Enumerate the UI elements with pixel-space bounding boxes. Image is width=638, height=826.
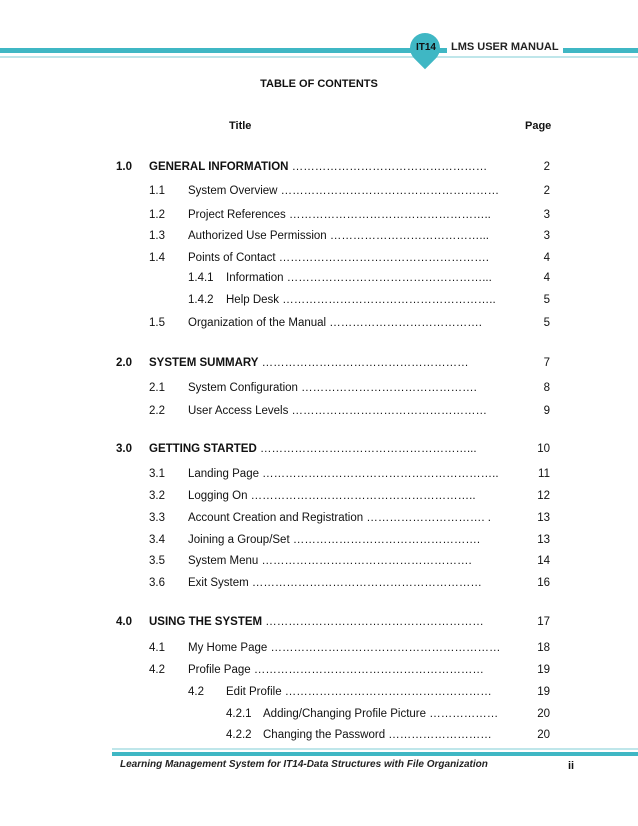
toc-entry-label: GETTING STARTED ………………………………………………... <box>149 443 477 455</box>
toc-entry[interactable] <box>0 183 638 199</box>
toc-entry-page: 7 <box>543 357 550 369</box>
toc-entry-leader: …………………………………………………… <box>250 664 484 676</box>
toc-entry[interactable] <box>0 250 638 266</box>
toc-entry-number: 4.2 <box>149 664 165 676</box>
toc-entry-leader: ………………………………………………… <box>277 185 500 197</box>
toc-entry-number: 1.2 <box>149 209 165 221</box>
toc-entry-leader: ………………………………………………… <box>262 616 484 628</box>
toc-entry-number: 1.1 <box>149 185 165 197</box>
toc-entry-label: System Configuration ………………………………………. <box>188 382 477 394</box>
toc-entry-page: 13 <box>537 534 550 546</box>
toc-entry-leader: ……………………………………………... <box>283 272 492 284</box>
toc-entry[interactable] <box>0 684 638 700</box>
toc-entry-page: 3 <box>543 230 550 242</box>
toc-entry-page: 2 <box>543 161 550 173</box>
toc-entry-page: 9 <box>543 405 550 417</box>
toc-entry-label: System Menu ………………………………………………. <box>188 555 472 567</box>
toc-entry-leader: ……………………… <box>385 729 492 741</box>
toc-entry-number: 4.0 <box>116 616 132 628</box>
toc-entry-page: 10 <box>537 443 550 455</box>
toc-entry-page: 11 <box>538 468 550 480</box>
toc-entry-leader: …………………………………………… <box>288 161 488 173</box>
toc-entry[interactable] <box>0 575 638 591</box>
toc-entry-label: Information ……………………………………………... <box>226 272 492 284</box>
toc-entry-label: Project References …………………………………………….. <box>188 209 491 221</box>
toc-entry[interactable] <box>0 640 638 656</box>
toc-entry-number: 3.2 <box>149 490 165 502</box>
toc-entry-page: 17 <box>537 616 550 628</box>
toc-entry[interactable] <box>0 159 638 175</box>
toc-entry-page: 12 <box>537 490 550 502</box>
toc-entry[interactable] <box>0 315 638 331</box>
toc-entry[interactable] <box>0 488 638 504</box>
toc-entry[interactable] <box>0 403 638 419</box>
column-page-header: Page <box>525 120 552 132</box>
toc-entry-page: 2 <box>543 185 550 197</box>
toc-entry-label: Joining a Group/Set …………………………………………. <box>188 534 481 546</box>
toc-entry-label: Profile Page …………………………………………………… <box>188 664 484 676</box>
toc-entry[interactable] <box>0 727 638 743</box>
toc-entry-leader: …………………………………………… <box>288 405 488 417</box>
toc-entry-label: My Home Page …………………………………………………… <box>188 642 501 654</box>
toc-entry-leader: …………………………………………………….. <box>258 468 499 480</box>
toc-entry[interactable] <box>0 510 638 526</box>
toc-entry-leader: ………………………………………………….. <box>247 490 476 502</box>
toc-entry-number: 1.3 <box>149 230 165 242</box>
toc-entry-leader: ……………………………………………….. <box>279 294 496 306</box>
toc-entry-label: Help Desk ……………………………………………….. <box>226 294 496 306</box>
toc-entry-leader: ……………………………………………… <box>281 686 492 698</box>
toc-entry-page: 13 <box>537 512 550 524</box>
toc-entry-number: 1.0 <box>116 161 132 173</box>
toc-entry-number: 2.1 <box>149 382 165 394</box>
toc-entry-label: Exit System …………………………………………………… <box>188 577 482 589</box>
footer-rule-thin <box>112 748 638 750</box>
toc-entry[interactable] <box>0 228 638 244</box>
toc-entry-leader: …………………………………………………… <box>248 577 482 589</box>
toc-entry-number: 1.5 <box>149 317 165 329</box>
toc-entry-page: 19 <box>537 686 550 698</box>
toc-entry[interactable] <box>0 270 638 286</box>
header-title: LMS USER MANUAL <box>447 41 563 53</box>
toc-entry-leader: …………………………………………………… <box>267 642 501 654</box>
footer-page-number: ii <box>568 760 575 772</box>
toc-entry[interactable] <box>0 662 638 678</box>
toc-entry-number: 3.1 <box>149 468 165 480</box>
toc-entry-label: Account Creation and Registration …………………………. . <box>188 512 491 524</box>
toc-entry[interactable] <box>0 441 638 457</box>
footer-text: Learning Management System for IT14-Data Structures with File Organization <box>120 759 488 770</box>
toc-entry-number: 3.0 <box>116 443 132 455</box>
toc-entry-label: User Access Levels …………………………………………… <box>188 405 488 417</box>
toc-entry-page: 8 <box>543 382 550 394</box>
toc-entry-label: Edit Profile ……………………………………………… <box>226 686 492 698</box>
toc-entry-page: 4 <box>543 252 550 264</box>
toc-entry-leader: ………………………………………………. <box>258 555 472 567</box>
toc-entry-number: 3.6 <box>149 577 165 589</box>
toc-entry[interactable] <box>0 553 638 569</box>
toc-entry-leader: …………………………………………….. <box>285 209 491 221</box>
toc-entry-page: 4 <box>543 272 550 284</box>
toc-entry-page: 19 <box>537 664 550 676</box>
toc-entry[interactable] <box>0 532 638 548</box>
header-rule-thin <box>0 56 638 58</box>
toc-entry-page: 18 <box>537 642 550 654</box>
toc-entry[interactable] <box>0 466 638 482</box>
toc-entry-number: 3.4 <box>149 534 165 546</box>
toc-entry-leader: …………………………………... <box>326 230 489 242</box>
toc-entry-label: Logging On ………………………………………………….. <box>188 490 476 502</box>
toc-entry-leader: …………………………………. <box>326 317 482 329</box>
toc-entry-label: System Overview ………………………………………………… <box>188 185 500 197</box>
toc-entry-leader: ……………… <box>426 708 499 720</box>
toc-entry[interactable] <box>0 614 638 630</box>
toc-entry-label: Points of Contact ………………………………………………. <box>188 252 489 264</box>
toc-entry-number: 4.1 <box>149 642 165 654</box>
toc-entry-number: 4.2 <box>188 686 204 698</box>
footer-rule <box>112 752 638 756</box>
toc-entry-page: 20 <box>537 708 550 720</box>
toc-entry-leader: ………………………………………. <box>297 382 477 394</box>
toc-entry-page: 5 <box>543 294 550 306</box>
toc-entry-number: 3.5 <box>149 555 165 567</box>
toc-entry-label: Adding/Changing Profile Picture ……………… <box>263 708 499 720</box>
toc-entry[interactable] <box>0 355 638 371</box>
toc-entry-leader: ………………………………………………. <box>275 252 489 264</box>
toc-entry-number: 4.2.1 <box>226 708 252 720</box>
toc-entry-page: 3 <box>543 209 550 221</box>
toc-entry-number: 2.2 <box>149 405 165 417</box>
column-title-header: Title <box>229 120 252 132</box>
toc-entry-label: Changing the Password ……………………… <box>263 729 492 741</box>
toc-entry-label: Landing Page …………………………………………………….. <box>188 468 499 480</box>
toc-entry-label: USING THE SYSTEM ………………………………………………… <box>149 616 484 628</box>
toc-entry-number: 1.4.2 <box>188 294 214 306</box>
toc-entry-label: GENERAL INFORMATION …………………………………………… <box>149 161 488 173</box>
header-badge: IT14 <box>415 42 436 53</box>
toc-entry-page: 16 <box>537 577 550 589</box>
toc-entry-leader: …………………………………………. <box>289 534 481 546</box>
page-title: TABLE OF CONTENTS <box>260 78 378 90</box>
toc-entry-page: 5 <box>543 317 550 329</box>
toc-entry-number: 4.2.2 <box>226 729 252 741</box>
toc-entry-number: 1.4.1 <box>188 272 214 284</box>
toc-entry-number: 1.4 <box>149 252 165 264</box>
toc-entry-leader: ……………………………………………… <box>258 357 469 369</box>
toc-entry[interactable] <box>0 380 638 396</box>
toc-entry-page: 14 <box>537 555 550 567</box>
toc-entry-number: 2.0 <box>116 357 132 369</box>
toc-entry-label: SYSTEM SUMMARY ……………………………………………… <box>149 357 469 369</box>
toc-entry-label: Authorized Use Permission …………………………………... <box>188 230 489 242</box>
toc-entry[interactable] <box>0 706 638 722</box>
toc-entry[interactable] <box>0 207 638 223</box>
toc-entry[interactable] <box>0 292 638 308</box>
toc-entry-label: Organization of the Manual …………………………………. <box>188 317 482 329</box>
toc-entry-number: 3.3 <box>149 512 165 524</box>
toc-entry-page: 20 <box>537 729 550 741</box>
toc-entry-leader: …………………………. . <box>363 512 491 524</box>
toc-entry-leader: ………………………………………………... <box>256 443 477 455</box>
